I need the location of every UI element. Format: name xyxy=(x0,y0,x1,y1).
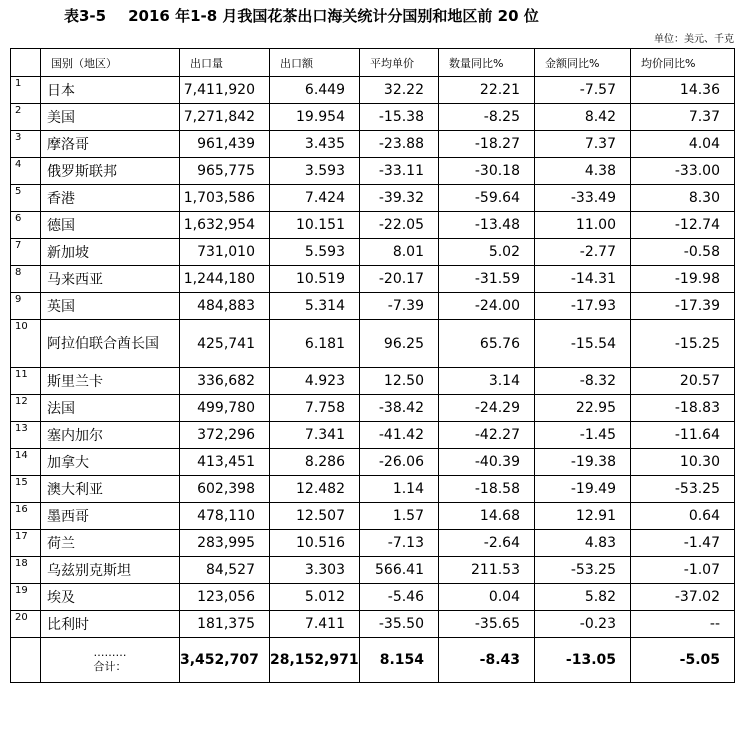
country-name: 新加坡 xyxy=(41,239,180,266)
volume-yoy: 14.68 xyxy=(439,503,535,530)
volume-yoy: 22.21 xyxy=(439,77,535,104)
table-row xyxy=(11,476,735,503)
price-yoy: -11.64 xyxy=(631,422,735,449)
volume-yoy: -24.00 xyxy=(439,293,535,320)
export-value: 7.341 xyxy=(270,422,360,449)
avg-price: -38.42 xyxy=(360,395,439,422)
avg-price: -15.38 xyxy=(360,104,439,131)
price-yoy: 20.57 xyxy=(631,368,735,395)
avg-price: -39.32 xyxy=(360,185,439,212)
volume-yoy: -18.27 xyxy=(439,131,535,158)
avg-price: 8.01 xyxy=(360,239,439,266)
value-yoy: -15.54 xyxy=(535,320,631,368)
price-yoy: 10.30 xyxy=(631,449,735,476)
volume-yoy: -24.29 xyxy=(439,395,535,422)
export-volume: 372,296 xyxy=(180,422,270,449)
header-value-yoy: 金额同比% xyxy=(535,49,631,77)
avg-price: 1.57 xyxy=(360,503,439,530)
table-row xyxy=(11,293,735,320)
country-name: 比利时 xyxy=(41,611,180,638)
export-volume: 1,703,586 xyxy=(180,185,270,212)
country-name: 乌兹别克斯坦 xyxy=(41,557,180,584)
value-yoy: 4.38 xyxy=(535,158,631,185)
total-ellipsis: ……… xyxy=(93,646,127,659)
volume-yoy: -30.18 xyxy=(439,158,535,185)
avg-price: -41.42 xyxy=(360,422,439,449)
value-yoy: -7.57 xyxy=(535,77,631,104)
table-row xyxy=(11,266,735,293)
table-row xyxy=(11,368,735,395)
export-volume: 425,741 xyxy=(180,320,270,368)
country-name: 澳大利亚 xyxy=(41,476,180,503)
export-volume: 181,375 xyxy=(180,611,270,638)
export-volume: 965,775 xyxy=(180,158,270,185)
avg-price: 12.50 xyxy=(360,368,439,395)
row-index: 13 xyxy=(11,422,41,449)
price-yoy: -17.39 xyxy=(631,293,735,320)
table-row xyxy=(11,320,735,368)
price-yoy: -- xyxy=(631,611,735,638)
avg-price: -7.13 xyxy=(360,530,439,557)
export-value: 12.482 xyxy=(270,476,360,503)
export-value: 19.954 xyxy=(270,104,360,131)
export-value: 5.012 xyxy=(270,584,360,611)
total-label: 合计： xyxy=(93,660,127,673)
export-volume: 731,010 xyxy=(180,239,270,266)
value-yoy: -17.93 xyxy=(535,293,631,320)
country-name: 德国 xyxy=(41,212,180,239)
header-export-value: 出口额 xyxy=(270,49,360,77)
export-value: 3.593 xyxy=(270,158,360,185)
header-export-volume: 出口量 xyxy=(180,49,270,77)
row-index: 3 xyxy=(11,131,41,158)
row-index: 8 xyxy=(11,266,41,293)
table-row xyxy=(11,77,735,104)
price-yoy: -33.00 xyxy=(631,158,735,185)
export-volume: 961,439 xyxy=(180,131,270,158)
export-statistics-table xyxy=(10,48,735,683)
export-value: 8.286 xyxy=(270,449,360,476)
price-yoy: -1.47 xyxy=(631,530,735,557)
value-yoy: -8.32 xyxy=(535,368,631,395)
price-yoy: -18.83 xyxy=(631,395,735,422)
row-index: 12 xyxy=(11,395,41,422)
value-yoy: -53.25 xyxy=(535,557,631,584)
country-name: 俄罗斯联邦 xyxy=(41,158,180,185)
value-yoy: -2.77 xyxy=(535,239,631,266)
price-yoy: -37.02 xyxy=(631,584,735,611)
value-yoy: -19.38 xyxy=(535,449,631,476)
table-row xyxy=(11,422,735,449)
table-caption: 2016 年1-8 月我国花茶出口海关统计分国别和地区前 20 位 xyxy=(128,7,539,25)
export-value: 3.435 xyxy=(270,131,360,158)
price-yoy: 14.36 xyxy=(631,77,735,104)
value-yoy: 12.91 xyxy=(535,503,631,530)
row-index: 15 xyxy=(11,476,41,503)
export-volume: 7,271,842 xyxy=(180,104,270,131)
avg-price: 1.14 xyxy=(360,476,439,503)
export-volume: 413,451 xyxy=(180,449,270,476)
price-yoy: -1.07 xyxy=(631,557,735,584)
value-yoy: 5.82 xyxy=(535,584,631,611)
total-export-volume: 3,452,707 xyxy=(180,638,270,683)
avg-price: -22.05 xyxy=(360,212,439,239)
export-value: 3.303 xyxy=(270,557,360,584)
volume-yoy: -2.64 xyxy=(439,530,535,557)
volume-yoy: 211.53 xyxy=(439,557,535,584)
country-name: 荷兰 xyxy=(41,530,180,557)
price-yoy: -12.74 xyxy=(631,212,735,239)
export-value: 12.507 xyxy=(270,503,360,530)
export-volume: 1,632,954 xyxy=(180,212,270,239)
table-number: 表3-5 xyxy=(64,7,107,25)
table-row xyxy=(11,584,735,611)
value-yoy: 8.42 xyxy=(535,104,631,131)
table-row xyxy=(11,530,735,557)
export-value: 10.516 xyxy=(270,530,360,557)
avg-price: -5.46 xyxy=(360,584,439,611)
country-name: 美国 xyxy=(41,104,180,131)
table-row xyxy=(11,557,735,584)
row-index: 2 xyxy=(11,104,41,131)
export-value: 7.758 xyxy=(270,395,360,422)
price-yoy: -53.25 xyxy=(631,476,735,503)
table-row xyxy=(11,449,735,476)
price-yoy: -15.25 xyxy=(631,320,735,368)
avg-price: -33.11 xyxy=(360,158,439,185)
volume-yoy: 0.04 xyxy=(439,584,535,611)
table-row xyxy=(11,395,735,422)
header-index xyxy=(11,49,41,77)
total-export-value: 28,152,971 xyxy=(270,638,360,683)
export-volume: 478,110 xyxy=(180,503,270,530)
price-yoy: 7.37 xyxy=(631,104,735,131)
total-label-cell xyxy=(41,638,180,683)
volume-yoy: -31.59 xyxy=(439,266,535,293)
header-volume-yoy: 数量同比% xyxy=(439,49,535,77)
volume-yoy: -40.39 xyxy=(439,449,535,476)
total-value-yoy: -13.05 xyxy=(535,638,631,683)
header-avg-price: 平均单价 xyxy=(360,49,439,77)
country-name: 墨西哥 xyxy=(41,503,180,530)
price-yoy: -19.98 xyxy=(631,266,735,293)
total-row xyxy=(11,638,735,683)
avg-price: -35.50 xyxy=(360,611,439,638)
avg-price: -23.88 xyxy=(360,131,439,158)
country-name: 阿拉伯联合酋长国 xyxy=(41,320,180,368)
total-index-cell xyxy=(11,638,41,683)
country-name: 香港 xyxy=(41,185,180,212)
value-yoy: -1.45 xyxy=(535,422,631,449)
avg-price: -7.39 xyxy=(360,293,439,320)
value-yoy: 4.83 xyxy=(535,530,631,557)
header-country: 国别（地区） xyxy=(41,49,180,77)
export-value: 7.424 xyxy=(270,185,360,212)
price-yoy: -0.58 xyxy=(631,239,735,266)
row-index: 11 xyxy=(11,368,41,395)
header-row xyxy=(11,49,735,77)
row-index: 18 xyxy=(11,557,41,584)
country-name: 日本 xyxy=(41,77,180,104)
volume-yoy: 65.76 xyxy=(439,320,535,368)
table-row xyxy=(11,131,735,158)
export-value: 7.411 xyxy=(270,611,360,638)
total-volume-yoy: -8.43 xyxy=(439,638,535,683)
country-name: 斯里兰卡 xyxy=(41,368,180,395)
export-volume: 1,244,180 xyxy=(180,266,270,293)
export-value: 10.519 xyxy=(270,266,360,293)
export-value: 6.181 xyxy=(270,320,360,368)
volume-yoy: -13.48 xyxy=(439,212,535,239)
export-value: 5.314 xyxy=(270,293,360,320)
value-yoy: -33.49 xyxy=(535,185,631,212)
country-name: 埃及 xyxy=(41,584,180,611)
row-index: 7 xyxy=(11,239,41,266)
export-volume: 499,780 xyxy=(180,395,270,422)
value-yoy: -0.23 xyxy=(535,611,631,638)
total-avg-price: 8.154 xyxy=(360,638,439,683)
table-row xyxy=(11,212,735,239)
value-yoy: -14.31 xyxy=(535,266,631,293)
table-row xyxy=(11,158,735,185)
country-name: 摩洛哥 xyxy=(41,131,180,158)
row-index: 19 xyxy=(11,584,41,611)
avg-price: 566.41 xyxy=(360,557,439,584)
unit-note: 单位：美元、千克 xyxy=(654,34,734,45)
price-yoy: 0.64 xyxy=(631,503,735,530)
table-row xyxy=(11,611,735,638)
value-yoy: 22.95 xyxy=(535,395,631,422)
avg-price: 32.22 xyxy=(360,77,439,104)
table-title xyxy=(64,5,539,26)
country-name: 马来西亚 xyxy=(41,266,180,293)
table-row xyxy=(11,104,735,131)
row-index: 14 xyxy=(11,449,41,476)
row-index: 6 xyxy=(11,212,41,239)
volume-yoy: 5.02 xyxy=(439,239,535,266)
table-row xyxy=(11,503,735,530)
avg-price: 96.25 xyxy=(360,320,439,368)
header-price-yoy: 均价同比% xyxy=(631,49,735,77)
volume-yoy: -35.65 xyxy=(439,611,535,638)
row-index: 20 xyxy=(11,611,41,638)
row-index: 4 xyxy=(11,158,41,185)
row-index: 1 xyxy=(11,77,41,104)
export-value: 10.151 xyxy=(270,212,360,239)
export-volume: 7,411,920 xyxy=(180,77,270,104)
row-index: 17 xyxy=(11,530,41,557)
avg-price: -20.17 xyxy=(360,266,439,293)
row-index: 16 xyxy=(11,503,41,530)
country-name: 英国 xyxy=(41,293,180,320)
export-volume: 84,527 xyxy=(180,557,270,584)
export-value: 6.449 xyxy=(270,77,360,104)
export-volume: 602,398 xyxy=(180,476,270,503)
country-name: 塞内加尔 xyxy=(41,422,180,449)
volume-yoy: -42.27 xyxy=(439,422,535,449)
export-volume: 484,883 xyxy=(180,293,270,320)
value-yoy: -19.49 xyxy=(535,476,631,503)
export-value: 5.593 xyxy=(270,239,360,266)
export-volume: 283,995 xyxy=(180,530,270,557)
price-yoy: 4.04 xyxy=(631,131,735,158)
export-value: 4.923 xyxy=(270,368,360,395)
table-row xyxy=(11,239,735,266)
export-volume: 336,682 xyxy=(180,368,270,395)
country-name: 加拿大 xyxy=(41,449,180,476)
value-yoy: 11.00 xyxy=(535,212,631,239)
row-index: 5 xyxy=(11,185,41,212)
volume-yoy: -8.25 xyxy=(439,104,535,131)
volume-yoy: -59.64 xyxy=(439,185,535,212)
volume-yoy: -18.58 xyxy=(439,476,535,503)
row-index: 9 xyxy=(11,293,41,320)
country-name: 法国 xyxy=(41,395,180,422)
volume-yoy: 3.14 xyxy=(439,368,535,395)
table-row xyxy=(11,185,735,212)
export-volume: 123,056 xyxy=(180,584,270,611)
total-price-yoy: -5.05 xyxy=(631,638,735,683)
price-yoy: 8.30 xyxy=(631,185,735,212)
row-index: 10 xyxy=(11,320,41,368)
value-yoy: 7.37 xyxy=(535,131,631,158)
avg-price: -26.06 xyxy=(360,449,439,476)
